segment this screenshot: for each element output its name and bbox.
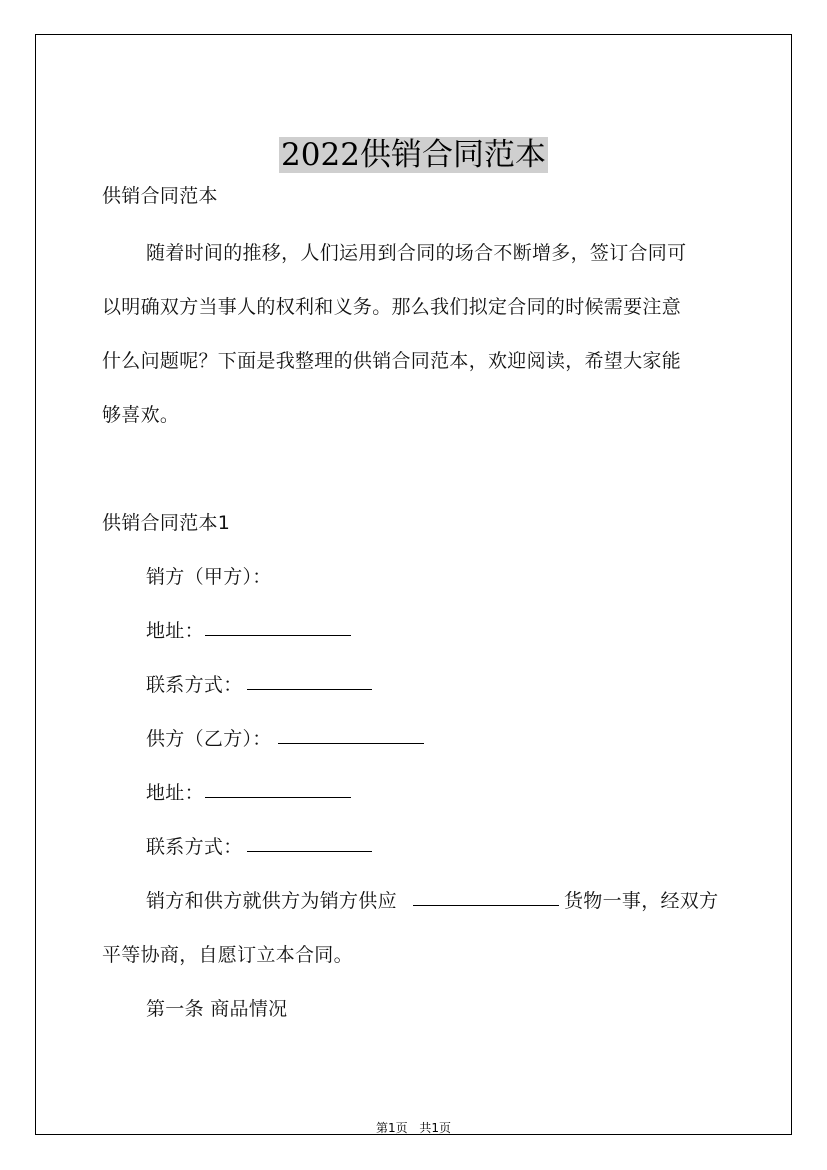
intro-line-4: 够喜欢。 — [102, 404, 180, 426]
buyer-contact-blank — [247, 851, 372, 852]
buyer-label: 供方（乙方）： — [146, 728, 272, 750]
page-number-total: 共1页 — [419, 1121, 452, 1135]
intro-line-2: 以明确双方当事人的权利和义务。那么我们拟定合同的时候需要注意 — [102, 296, 682, 318]
document-title: 2022供销合同范本 — [281, 137, 546, 173]
buyer-contact-label: 联系方式： — [146, 836, 243, 858]
page-number-current: 第1页 — [375, 1121, 408, 1135]
buyer-name-blank — [278, 743, 424, 744]
buyer-address-blank — [205, 797, 351, 798]
seller-contact-blank — [247, 689, 372, 690]
seller-contact-label: 联系方式： — [146, 674, 243, 696]
subtitle: 供销合同范本 — [102, 185, 218, 207]
body-line-1-part-2: 货物一事，经双方 — [564, 890, 719, 912]
article-1-heading: 第一条 商品情况 — [146, 998, 288, 1020]
body-line-2: 平等协商，自愿订立本合同。 — [102, 944, 353, 966]
body-line-1-part-1: 销方和供方就供方为销方供应 — [146, 890, 397, 912]
document-title-wrap — [36, 135, 791, 175]
goods-blank — [413, 905, 559, 906]
section-heading: 供销合同范本1 — [102, 512, 231, 534]
page-footer — [36, 1119, 791, 1136]
seller-address-blank — [205, 635, 351, 636]
buyer-address-label: 地址： — [146, 782, 204, 804]
intro-line-1: 随着时间的推移，人们运用到合同的场合不断增多，签订合同可 — [146, 242, 687, 264]
document-page — [35, 34, 792, 1135]
seller-label: 销方（甲方）： — [146, 566, 272, 588]
seller-address-label: 地址： — [146, 620, 204, 642]
intro-line-3: 什么问题呢？下面是我整理的供销合同范本，欢迎阅读，希望大家能 — [102, 350, 682, 372]
